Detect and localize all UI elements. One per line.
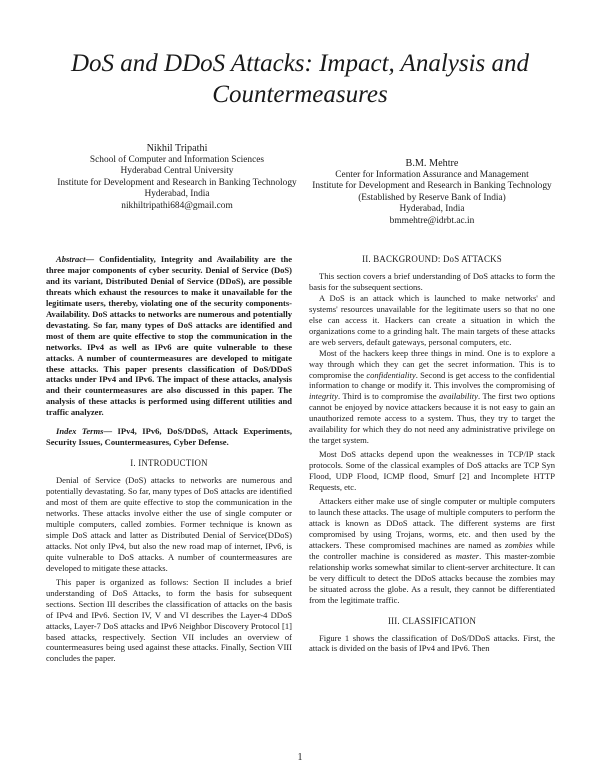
abstract-label: Abstract [56, 254, 86, 264]
emphasis: availability [439, 391, 478, 402]
author-affiliation-line: School of Computer and Information Sciences [89, 154, 265, 165]
author-affiliation-line: Institute for Development and Research in Banking Technology [312, 181, 552, 192]
page-number: 1 [297, 752, 303, 763]
author-email: nikhiltripathi684@gmail.com [121, 200, 233, 211]
section-heading-classification: III. CLASSIFICATION [387, 615, 477, 626]
emphasis: master [455, 550, 480, 561]
author-email: bmmehtre@idrbt.ac.in [389, 215, 475, 226]
section-heading-introduction: I. INTRODUCTION [130, 458, 208, 469]
author-block-2 [312, 158, 552, 228]
author-affiliation-line: Hyderabad, India [144, 189, 210, 200]
paragraph: Figure 1 shows the classification of DoS/DDoS attacks. First, the attack is divided on the basis of IPv4 and IPv6. Then [309, 632, 555, 654]
paragraph: Most DoS attacks depend upon the weaknesses in TCP/IP stack protocols. Some of the classical examples of DoS attacks are TCP Syn Flood, UDP Flood, ICMP flood, Smurf [2] and Incomplete HTTP Requests, etc. [309, 449, 555, 493]
paragraph: Denial of Service (DoS) attacks to networks are numerous and potentially devastating. So far, many types of DoS attacks are identified and most of them are quite effective to stop the communication in the networks. These attacks involve either the use of single computer or multiple computers, called zombies. Former technique is known as simple DoS attack and latter as Distributed Denial of Service(DDoS) attacks. Not only IPv4, but also the new road map of internet, IPv6, is quite vulnerable to DoS attacks. A number of countermeasures are developed to mitigate these attacks. [46, 475, 292, 573]
text-run: . Third is to compromise the [337, 391, 440, 402]
paragraph: This section covers a brief understanding of DoS attacks to form the basis for the subsequent sections. [309, 270, 555, 292]
left-column [46, 254, 292, 664]
author-affiliation-line: Hyderabad, India [399, 204, 465, 215]
index-terms [46, 426, 292, 448]
author-affiliation-line: Institute for Development and Research in Banking Technology [57, 177, 297, 188]
author-name: Nikhil Tripathi [146, 143, 208, 154]
paper-title: DoS and DDoS Attacks: Impact, Analysis and Countermeasures [70, 50, 530, 108]
emphasis: confidentiality [366, 369, 416, 380]
text-run: . This master-zombie relationship works somewhat similar to client-server architecture. It can be very difficult to detect the DDoS attacks because the zombies may be situated across the globe. As a result, they cannot be differentiated from the legitimate traffic. [309, 550, 555, 605]
author-affiliation-line: (Established by Reserve Bank of India) [358, 192, 506, 203]
right-column [309, 254, 555, 654]
abstract [46, 254, 292, 418]
author-name: B.M. Mehtre [405, 158, 459, 169]
text-run: . The first two options cannot be enjoyed by novice attackers because it is not easy to gain an unauthorized remote access to a system. Thus, they try to target the availability for which they do not need any administrative privilege on the target system. [309, 391, 555, 446]
paragraph: This paper is organized as follows: Section II includes a brief understanding of DoS Attacks, to form the basis for subsequent sections. Section III describes the classification of attacks on the basis of IPv4 and IPv6. Section IV, V and VI describes the Layer-4 DDoS attacks, Layer-7 DoS attacks and IPv6 Neighbor Discovery Protocol [1] based attacks, respectively. Section VII includes an overview of countermeasures being used against these attacks. Finally, Section VIII concludes the paper. [46, 576, 292, 664]
emphasis: integrity [309, 391, 338, 402]
text-run: . Second is get access to the confidential information to change or modify it. This involves the compromising of [309, 369, 555, 391]
text-run: while the controller machine is considered as [309, 539, 555, 561]
emphasis: zombies [505, 539, 533, 550]
text-run: Attackers either make use of single computer or multiple computers to launch these attacks. The usage of multiple computers to perform the attack is known as DDoS attack. The different systems are first compromised by using Trojans, worms, etc. and then used by the attackers. These compromised machines are named as [309, 496, 555, 550]
paragraph [309, 348, 555, 447]
index-terms-text: — IPv4, IPv6, DoS/DDoS, Attack Experiments, Security Issues, Countermeasures, Cyber Defense. [46, 426, 292, 448]
author-affiliation-line: Center for Information Assurance and Management [335, 169, 529, 180]
paragraph: A DoS is an attack which is launched to make networks' and systems' resources unavailable for the legitimate users so that no one else can access it. Hackers can create a situation in which the organizations come to a grinding halt. The main targets of these attacks are web servers, default gateways, personal computers, etc. [309, 292, 555, 347]
section-heading-background: II. BACKGROUND: DoS ATTACKS [362, 254, 502, 264]
index-terms-label: Index Terms [56, 426, 104, 437]
author-affiliation-line: Hyderabad Central University [120, 166, 234, 177]
abstract-text: — Confidentiality, Integrity and Availability are the three major components of cyber security. Denial of Service (DoS) and its variant, Distributed Denial of Service (DDoS), are possible threats which exhaust the resources to make it unavailable for the legitimate users, thereby, violating one of the security components- Availability. DoS attacks to networks are numerous and potentially devastating. So far, many types of DoS attacks are identified and most of them are quite effective to stop the communication in the networks. IPv4 as well as IPv6 are quite vulnerable to these attacks. A number of countermeasures are developed to mitigate these attacks. This paper presents classification of DoS/DDoS attacks under IPv4 and IPv6. The impact of these attacks, analysis and their countermeasures are also discussed in this paper. The analysis of these attacks is performed using different utilities and traffic analyzer. [46, 254, 292, 418]
text-run: Most of the hackers keep three things in mind. One is to explore a way through which they can get the secret information. This is to compromise the [309, 347, 555, 380]
paragraph [309, 496, 555, 606]
author-block-1 [56, 143, 298, 213]
